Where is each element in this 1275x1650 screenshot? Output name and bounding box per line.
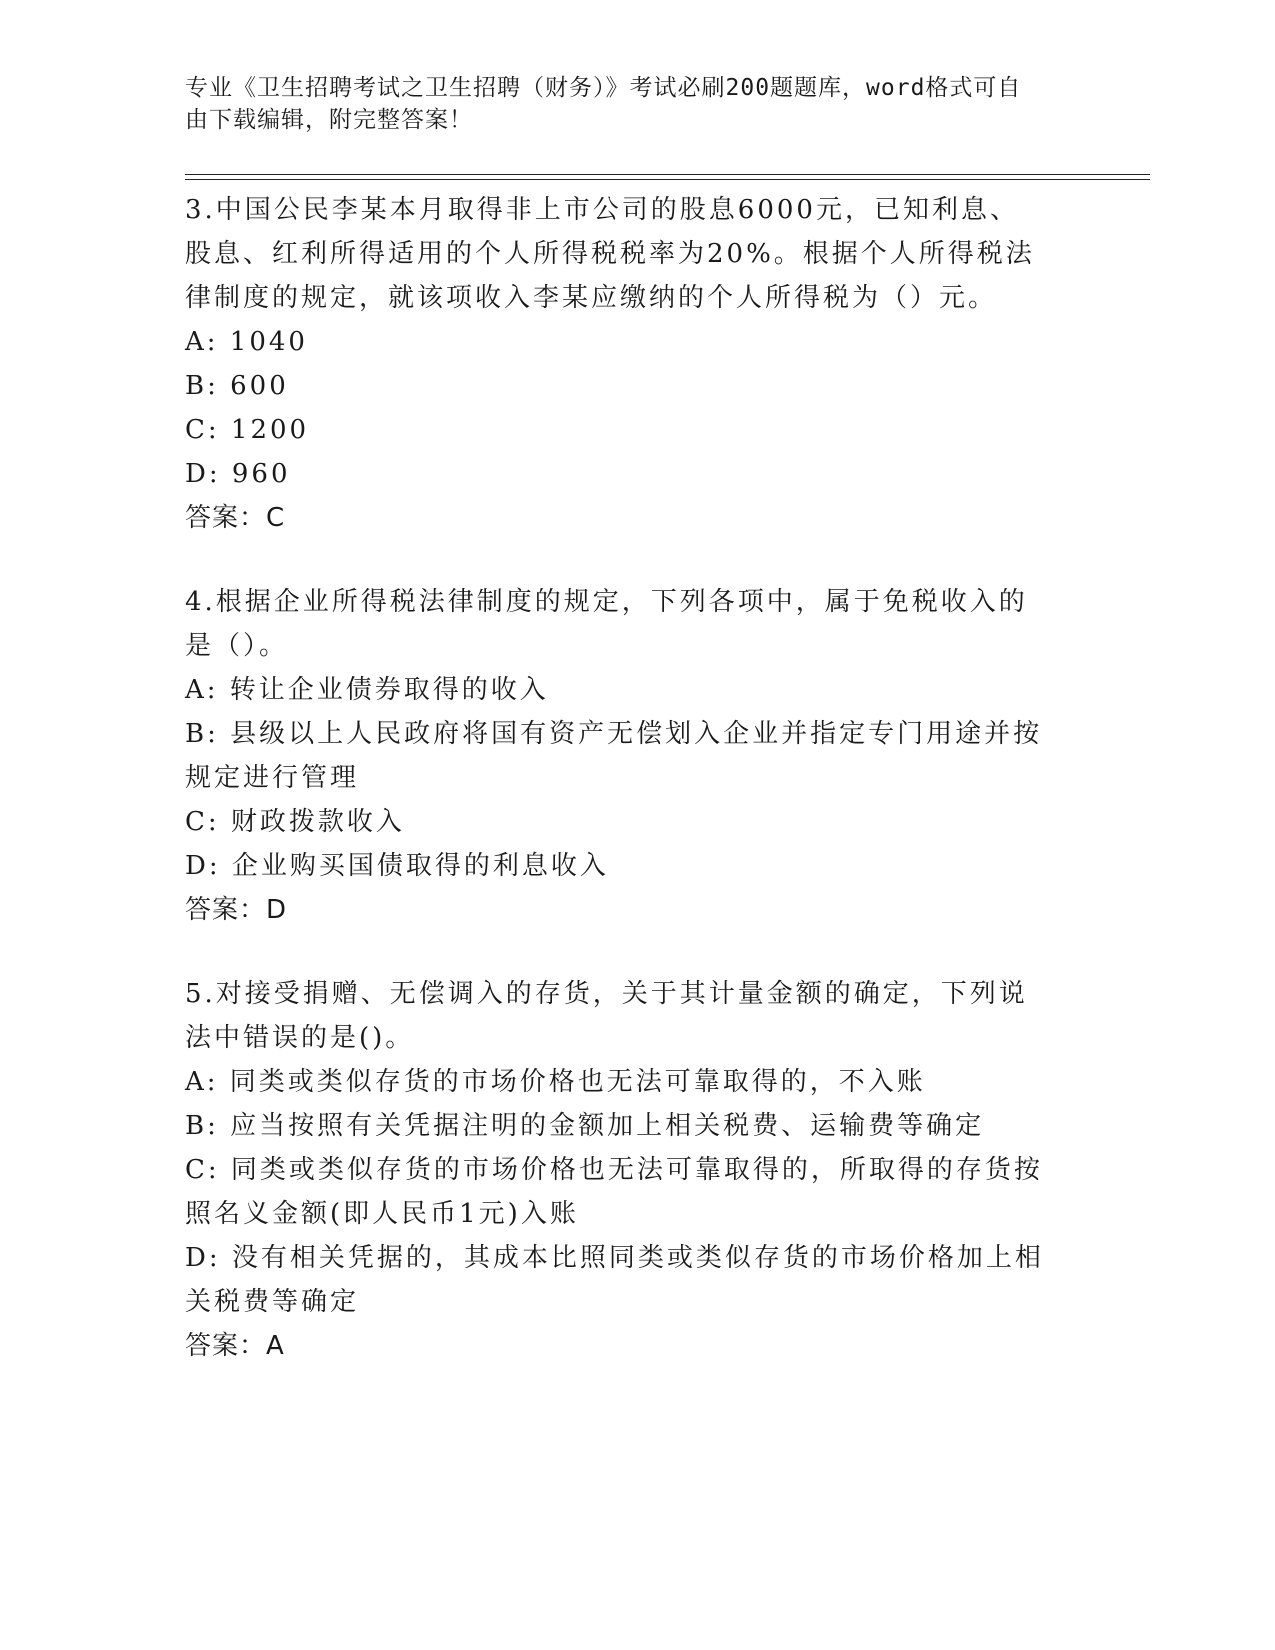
option-a: A: 1040: [185, 327, 308, 357]
question-stem: 5.对接受捐赠、无偿调入的存货，关于其计量金额的确定，下列说法中错误的是()。: [185, 979, 1028, 1053]
option-a: A: 同类或类似存货的市场价格也无法可靠取得的，不入账: [185, 1067, 926, 1097]
option-c: C: 同类或类似存货的市场价格也无法可靠取得的，所取得的存货按照名义金额(即人民币1元)入账: [185, 1155, 1043, 1229]
option-c: C: 1200: [185, 415, 310, 445]
option-b: B: 应当按照有关凭据注明的金额加上相关税费、运输费等确定: [185, 1111, 985, 1141]
question-stem: 3.中国公民李某本月取得非上市公司的股息6000元，已知利息、股息、红利所得适用的个人所得税税率为20%。根据个人所得税法律制度的规定，就该项收入李某应缴纳的个人所得税为（）元。: [185, 195, 1035, 313]
option-d: D: 没有相关凭据的，其成本比照同类或类似存货的市场价格加上相关税费等确定: [185, 1243, 1044, 1317]
answer-line: 答案：C: [185, 503, 286, 533]
question-block: [185, 188, 1045, 540]
option-b: B: 600: [185, 371, 289, 401]
answer-line: 答案：A: [185, 1331, 285, 1361]
option-d: D: 960: [185, 459, 291, 489]
option-d: D: 企业购买国债取得的利息收入: [185, 851, 609, 881]
option-a: A: 转让企业债券取得的收入: [185, 675, 549, 705]
option-c: C: 财政拨款收入: [185, 807, 405, 837]
document-header: 专业《卫生招聘考试之卫生招聘（财务）》考试必刷200题题库，word格式可自由下载编辑，附完整答案！: [185, 75, 1022, 133]
header-divider: [185, 174, 1150, 180]
answer-line: 答案：D: [185, 895, 288, 925]
question-block: [185, 972, 1045, 1368]
option-b: B: 县级以上人民政府将国有资产无偿划入企业并指定专门用途并按规定进行管理: [185, 719, 1043, 793]
question-block: [185, 580, 1045, 932]
question-stem: 4.根据企业所得税法律制度的规定，下列各项中，属于免税收入的是（）。: [185, 587, 1028, 661]
